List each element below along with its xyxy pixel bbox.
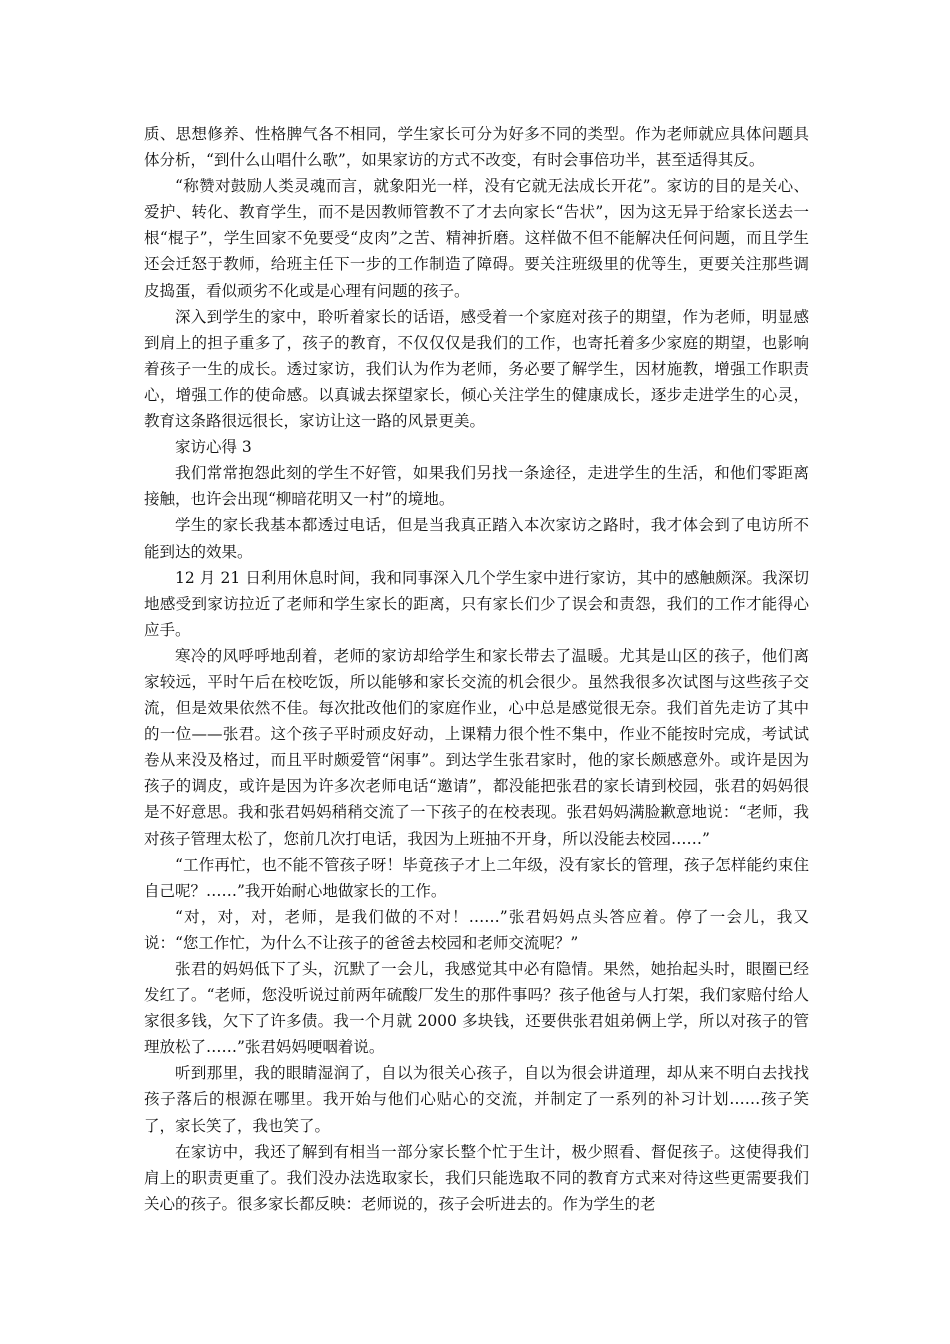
paragraph-5: 我们常常抱怨此刻的学生不好管，如果我们另找一条途径，走进学生的生活，和他们零距离接触，也许会出现“柳暗花明又一村”的境地。 — [144, 464, 809, 509]
document-page — [144, 121, 809, 1217]
section-heading: 家访心得 3 — [175, 438, 252, 457]
paragraph-1: 质、思想修养、性格脾气各不相同，学生家长可分为好多不同的类型。作为老师就应具体问题具体分析，“到什么山唱什么歌”，如果家访的方式不改变，有时会事倍功半，甚至适得其反。 — [144, 125, 809, 170]
paragraph-7: 12 月 21 日利用休息时间，我和同事深入几个学生家中进行家访，其中的感触颇深。我深切地感受到家访拉近了老师和学生家长的距离，只有家长们少了误会和责怨，我们的工作才能得心应手。 — [144, 568, 809, 639]
paragraph-12: 听到那里，我的眼睛湿润了，自以为很关心孩子，自以为很会讲道理，却从来不明白去找找孩子落后的根源在哪里。我开始与他们心贴心的交流，并制定了一系列的补习计划……孩子笑了，家长笑了，我也笑了。 — [144, 1064, 809, 1135]
paragraph-9: “工作再忙，也不能不管孩子呀！毕竟孩子才上二年级，没有家长的管理，孩子怎样能约束住自己呢？……”我开始耐心地做家长的工作。 — [144, 855, 809, 900]
paragraph-2: “称赞对鼓励人类灵魂而言，就象阳光一样，没有它就无法成长开花”。家访的目的是关心、爱护、转化、教育学生，而不是因教师管教不了才去向家长“告状”，因为这无异于给家长送去一根“棍子”，学生回家不免要受“皮肉”之苦、精神折磨。这样做不但不能解决任何问题，而且学生还会迁怒于教师，给班主任下一步的工作制造了障碍。要关注班级里的优等生，更要关注那些调皮捣蛋，看似顽劣不化或是心理有问题的孩子。 — [144, 177, 809, 300]
paragraph-3: 深入到学生的家中，聆听着家长的话语，感受着一个家庭对孩子的期望，作为老师，明显感到肩上的担子重多了，孩子的教育，不仅仅仅是我们的工作，也寄托着多少家庭的期望，也影响着孩子一生的成长。透过家访，我们认为作为老师，务必要了解学生，因材施教，增强工作职责心，增强工作的使命感。以真诚去探望家长，倾心关注学生的健康成长，逐步走进学生的心灵，教育这条路很远很长，家访让这一路的风景更美。 — [144, 307, 809, 431]
paragraph-13: 在家访中，我还了解到有相当一部分家长整个忙于生计，极少照看、督促孩子。这使得我们肩上的职责更重了。我们没办法选取家长，我们只能选取不同的教育方式来对待这些更需要我们关心的孩子。很多家长都反映：老师说的，孩子会听进去的。作为学生的老 — [144, 1142, 809, 1213]
paragraph-11: 张君的妈妈低下了头，沉默了一会儿，我感觉其中必有隐情。果然，她抬起头时，眼圈已经发红了。“老师，您没听说过前两年硫酸厂发生的那件事吗？孩子他爸与人打架，我们家赔付给人家很多钱，欠下了许多债。我一个月就 2000 多块钱，还要供张君姐弟俩上学，所以对孩子的管理放松了……”张君妈妈哽咽着说。 — [144, 960, 809, 1057]
paragraph-6: 学生的家长我基本都透过电话，但是当我真正踏入本次家访之路时，我才体会到了电访所不能到达的效果。 — [144, 516, 809, 561]
paragraph-8: 寒冷的风呼呼地刮着，老师的家访却给学生和家长带去了温暖。尤其是山区的孩子，他们离家较远，平时午后在校吃饭，所以能够和家长交流的机会很少。虽然我很多次试图与这些孩子交流，但是效果依然不佳。每次批改他们的家庭作业，心中总是感觉很无奈。我们首先走访了其中的一位——张君。这个孩子平时顽皮好动，上课精力很个性不集中，作业不能按时完成，考试试卷从来没及格过，而且平时颇爱管“闲事”。到达学生张君家时，他的家长颇感意外。或许是因为孩子的调皮，或许是因为许多次老师电话“邀请”，都没能把张君的家长请到校园，张君的妈妈很是不好意思。我和张君妈妈稍稍交流了一下孩子的在校表现。张君妈妈满脸歉意地说：“老师，我对孩子管理太松了，您前几次打电话，我因为上班抽不开身，所以没能去校园……” — [144, 646, 809, 848]
paragraph-10: “对，对，对，老师，是我们做的不对！……”张君妈妈点头答应着。停了一会儿，我又说：“您工作忙，为什么不让孩子的爸爸去校园和老师交流呢？” — [144, 907, 809, 952]
